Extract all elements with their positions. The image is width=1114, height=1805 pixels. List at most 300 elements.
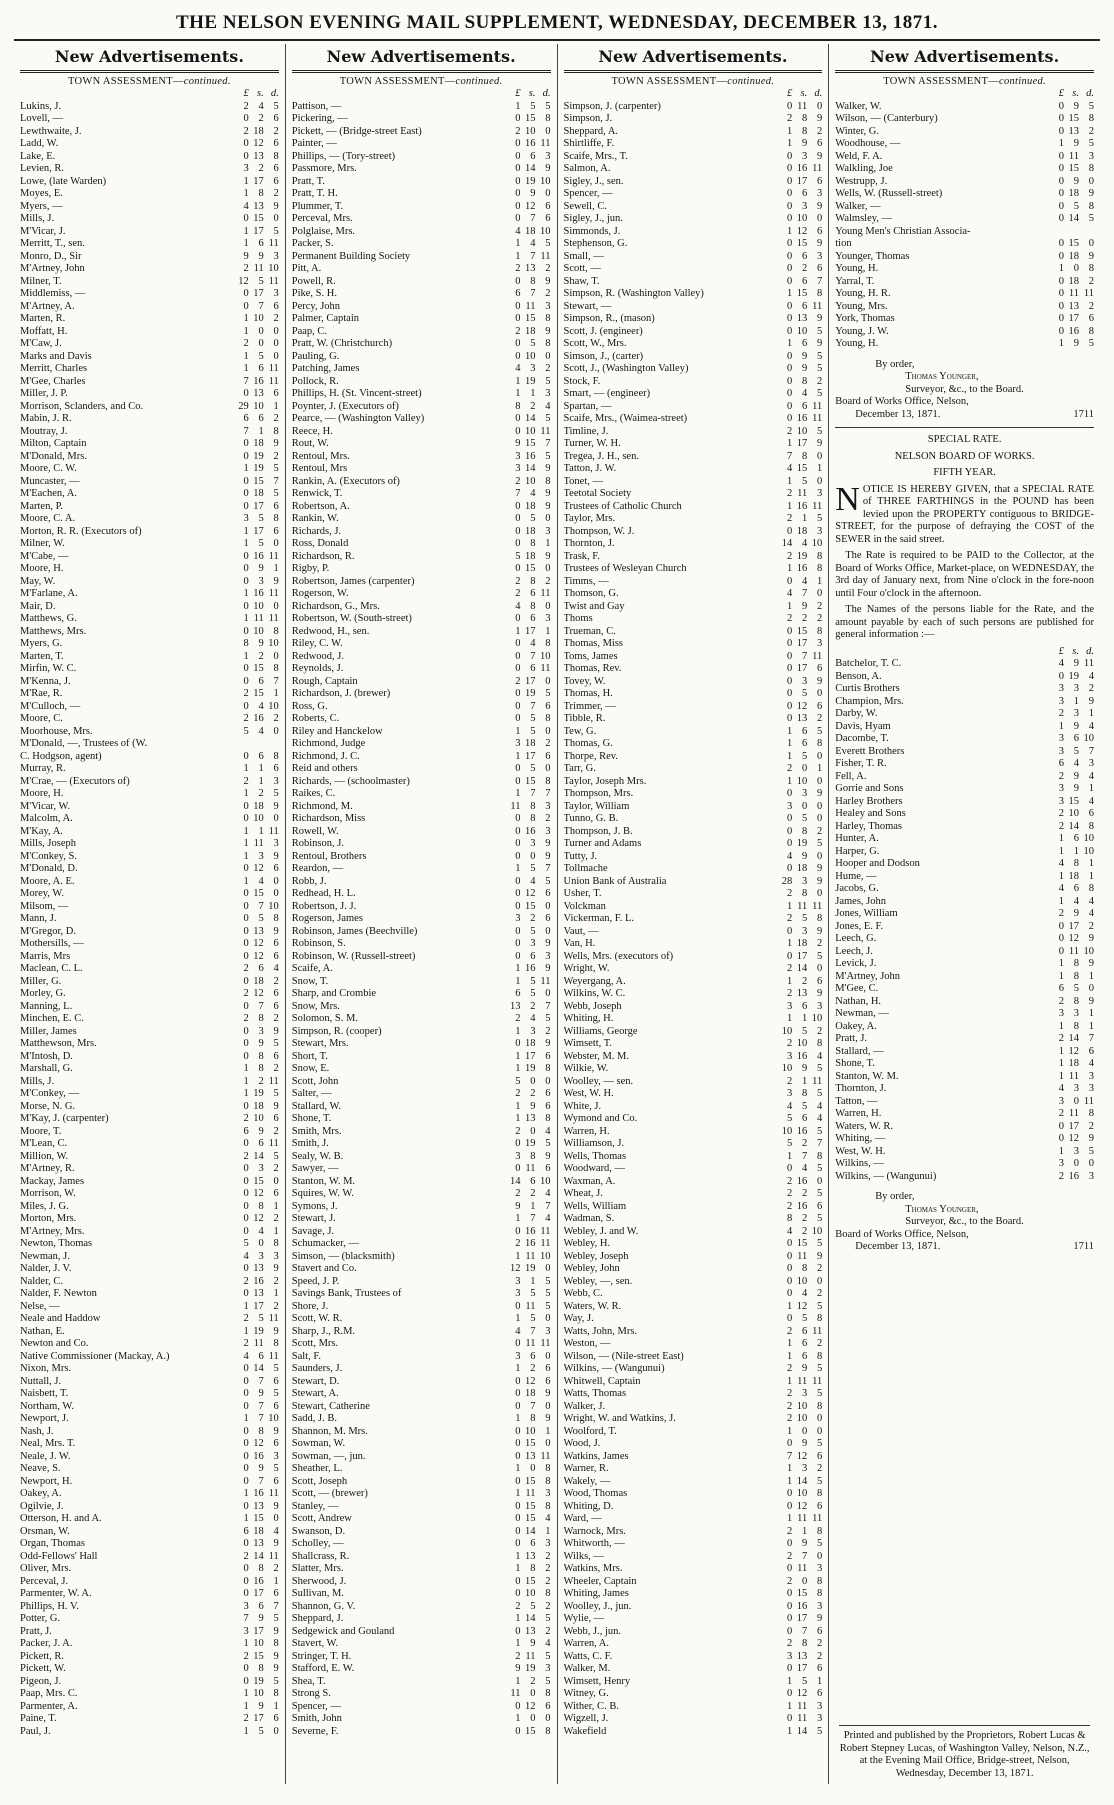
table-row [292,526,551,539]
ratepayer-name: Warren, H. [563,1125,610,1137]
pence-value: 8 [545,1475,551,1487]
table-row [835,313,1094,326]
shillings-value: 3 [530,938,536,949]
pounds-value: 0 [515,1513,521,1524]
shillings-value: 12 [796,700,808,712]
shillings-value: 13 [253,925,264,937]
table-row [835,163,1094,176]
table-row [292,851,551,864]
pence-value: 2 [273,313,279,324]
pence-value: 6 [817,700,823,712]
ratepayer-name: Scott, J., (Washington Valley) [563,363,689,374]
ratepayer-name: M'Conkey, — [20,1088,79,1099]
shillings-value: 14 [253,1150,264,1162]
column-heading: New Advertisements. [20,44,279,73]
shillings-value: 12 [253,988,264,999]
ratepayer-name: Shea, T. [291,1675,326,1687]
table-row [835,896,1094,909]
ratepayer-name: Morrison, Sclanders, and Co. [20,400,144,412]
table-row [292,351,551,364]
shillings-value: 6 [258,675,264,687]
table-row [20,826,279,839]
table-row [20,863,279,876]
table-row [564,851,823,864]
shillings-value: 15 [525,113,536,124]
pounds-value: 0 [515,638,521,649]
shillings-value: 3 [802,200,808,212]
pence-value: 2 [1088,275,1094,287]
shillings-value: 11 [1068,288,1079,299]
shillings-value: 17 [796,663,808,674]
table-row [564,538,823,551]
shillings-value: 13 [796,1650,808,1662]
table-row [20,938,279,951]
table-row [20,351,279,364]
ratepayer-name: Ogilvie, J. [20,1500,64,1512]
table-row [835,263,1094,276]
table-row [564,363,823,376]
pence-value: 0 [273,213,279,224]
table-row [835,138,1094,151]
shillings-value: 2 [258,163,264,174]
shillings-value: 0 [802,763,808,774]
table-row [20,163,279,176]
ratepayer-name: Lowe, (late Warden) [20,175,107,187]
pounds-value: 4 [243,200,249,212]
ratepayer-name: Pickett, — (Bridge-street East) [291,125,422,137]
pence-value: 6 [273,1475,279,1487]
ratepayer-name: Younger, Thomas [835,250,910,262]
shillings-value: 3 [258,1163,264,1174]
shillings-value: 7 [530,1400,536,1412]
pence-value: 0 [545,1400,551,1412]
ratepayer-name: Matthews, Mrs. [20,625,87,637]
pounds-value: 11 [510,1688,521,1699]
pence-value: 4 [817,1100,823,1112]
pounds-value: 1 [243,1075,249,1087]
pence-value: 6 [545,1050,551,1062]
ratepayer-name: Wither, C. B. [563,1700,619,1712]
ratepayer-name: Trueman, C. [563,625,616,637]
pounds-value: 1 [243,175,249,187]
ratepayer-name: Mair, D. [20,600,56,612]
shillings-value: 8 [258,1563,264,1574]
table-row [20,326,279,339]
pounds-value: 2 [243,1713,249,1724]
table-row [835,188,1094,201]
shillings-value: 6 [530,1175,536,1187]
ratepayer-name: Monro, D., Sir [20,250,82,262]
ratepayer-name: Ward, — [563,1513,602,1524]
pence-value: 4 [545,1638,551,1649]
pence-value: 9 [545,838,551,849]
table-row [564,1438,823,1451]
shillings-value: 3 [802,1388,808,1399]
ratepayer-name: Pickering, — [291,113,348,124]
shillings-value: 4 [802,538,808,549]
ratepayer-name: Tarr, G. [563,763,596,774]
ratepayer-name: Marshall, G. [20,1063,73,1074]
table-row [835,238,1094,251]
pence-value: 3 [273,250,279,262]
table-row [20,1238,279,1251]
pounds-value: 0 [787,300,793,312]
ratepayer-name: Turner, W. H. [563,438,621,449]
ratepayer-name: Morey, W. [20,888,64,899]
table-row [292,726,551,739]
pounds-value: 2 [787,988,793,999]
ratepayer-name: Simson, J., (carter) [563,350,644,362]
pounds-value: 0 [243,150,249,162]
ratepayer-name: Simson, — (blacksmith) [291,1250,395,1262]
ratepayer-name: Walker, M. [563,1663,611,1674]
pounds-value: 1 [1058,895,1064,907]
ratepayer-name: Stephenson, G. [563,238,628,249]
pence-value: 11 [540,663,551,674]
table-row [564,451,823,464]
ratepayer-name: Thompson, W. J. [563,525,635,537]
pence-value: 6 [1088,313,1094,324]
shillings-value: 15 [525,1725,536,1737]
pounds-value: 1 [787,563,793,574]
shillings-value: 7 [802,1150,808,1162]
table-row [20,488,279,501]
shillings-value: 10 [796,325,808,337]
pounds-value: 0 [787,413,793,424]
table-row [292,1038,551,1051]
pence-value: 9 [817,200,823,212]
ratepayer-name: Stanton, W. M. [835,1070,899,1082]
pounds-value: 2 [787,888,793,899]
pounds-value: 6 [515,988,521,999]
ratepayer-name: Tregea, J. H., sen. [563,450,639,462]
table-row [20,251,279,264]
shillings-value: 8 [258,1200,264,1212]
table-row [292,301,551,314]
table-row [292,1138,551,1151]
pounds-value: 1 [243,588,249,599]
ratepayer-name: Taylor, Joseph Mrs. [563,775,647,787]
shillings-value: 7 [802,650,808,662]
shillings-value: 15 [796,288,808,299]
ratepayer-name: Darby, W. [835,708,878,719]
ratepayer-name: Lovell, — [20,113,64,124]
pounds-value: 0 [787,363,793,374]
table-row [20,1076,279,1089]
pounds-value: 0 [243,288,249,299]
table-row [835,858,1094,871]
ratepayer-name: May, W. [20,575,56,587]
ratepayer-name: Savage, J. [291,1225,335,1237]
shillings-value: 6 [802,300,808,312]
table-row [292,1313,551,1326]
pounds-value: 1 [1058,1020,1064,1032]
ratepayer-name: West, W. H. [563,1088,614,1099]
ratepayer-name: Webley, H. [563,1238,611,1249]
shillings-value: 16 [796,1200,808,1212]
pence-value: 3 [817,1600,823,1612]
pounds-value: 2 [787,1550,793,1562]
pence-value: 6 [817,225,823,237]
ratepayer-name: Benson, A. [835,670,882,682]
shillings-value: 15 [525,775,536,787]
shillings-value: 11 [797,488,808,499]
ratepayer-name: Nathan, H. [835,995,882,1007]
pence-value: 5 [545,688,551,699]
table-row [292,1538,551,1551]
table-row [20,1126,279,1139]
section-continued: continued. [998,76,1047,87]
pence-value: 8 [545,1063,551,1074]
pence-value: 11 [268,1313,279,1324]
table-row [835,251,1094,264]
pence-value: 6 [273,1113,279,1124]
shillings-value: 13 [525,1550,536,1562]
ratepayer-name: Webley, —, sen. [563,1275,633,1287]
shillings-value: 15 [253,1513,264,1524]
pounds-value: 1 [1058,1145,1064,1157]
table-row [292,1276,551,1289]
pounds-value: 0 [243,450,249,462]
table-row [292,1226,551,1239]
table-row [292,663,551,676]
pounds-value: 1 [515,625,521,637]
pounds-value: 0 [787,1438,793,1449]
shillings-value: 17 [253,1625,264,1637]
shillings-value: 11 [525,1300,536,1312]
shillings-value: 11 [253,613,264,624]
table-row [564,926,823,939]
pence-value: 5 [817,1063,823,1074]
ratepayer-name: Sigley, J., jun. [563,213,623,224]
table-row [292,113,551,126]
pence-value: 11 [540,1225,551,1237]
column-2 [286,44,558,1784]
table-row [835,276,1094,289]
pounds-value: 9 [515,1663,521,1674]
shillings-value: 1 [802,1075,808,1087]
table-row [20,513,279,526]
ratepayer-name: Myers, G. [20,638,63,649]
signer-title: Surveyor, &c., to the Board. [905,383,1024,395]
table-row [564,763,823,776]
shillings-value: 16 [253,550,264,562]
pounds-value: 0 [787,100,793,112]
ratepayer-name: Hunter, A. [835,833,879,844]
table-row [292,1001,551,1014]
shillings-value: 17 [253,500,264,512]
ratepayer-name: M'Artney, R. [20,1163,75,1174]
shillings-value: 17 [796,950,808,962]
pence-value: 11 [812,1075,823,1087]
section-heading: TOWN ASSESSMENT—continued. [611,76,775,87]
pence-value: 5 [817,1388,823,1399]
pounds-value: 0 [243,500,249,512]
pence-value: 3 [1088,758,1094,769]
pounds-value: 3 [515,1350,521,1362]
ratepayer-name: Curtis Brothers [835,683,900,694]
pounds-value: 0 [515,713,521,724]
ratepayer-name: Lewthwaite, J. [20,125,82,137]
pence-value: 8 [545,1588,551,1599]
ratepayer-name: Stewart, — [563,300,612,312]
shillings-value: 11 [1068,945,1079,957]
shillings-value: 15 [525,900,536,912]
pounds-value: 0 [243,1375,249,1387]
pence-value: 10 [540,1175,551,1187]
shillings-value: 8 [802,1638,808,1649]
ratepayer-name: Healey and Sons [835,808,906,819]
table-row [835,126,1094,139]
pounds-value: 1 [787,1700,793,1712]
ratepayer-name: Muncaster, — [20,475,80,487]
shillings-value: 0 [258,1238,264,1249]
pounds-value: 0 [243,300,249,312]
pounds-value: 0 [515,1475,521,1487]
shillings-value: 16 [1068,325,1079,337]
table-row [20,888,279,901]
shillings-value: 3 [1073,1083,1079,1094]
spacer [835,1183,1094,1191]
table-row [564,526,823,539]
table-row [564,288,823,301]
ratepayer-name: Robb, J. [291,875,327,887]
table-row [292,376,551,389]
table-row [564,1301,823,1314]
pounds-value: 1 [1058,720,1064,732]
pence-value: 6 [273,1000,279,1012]
pounds-value: 0 [243,888,249,899]
pounds-value: 5 [243,1238,249,1249]
pounds-value: 0 [243,913,249,924]
pence-value: 1 [817,575,823,587]
ratepayer-name: Fell, A. [835,770,867,782]
shillings-value: 8 [802,1263,808,1274]
pence-value: 10 [811,1013,823,1024]
shillings-value: 16 [525,138,536,149]
pounds-value: 1 [515,1113,521,1124]
shillings-value: 12 [525,888,536,899]
ratepayer-name: Neal, Mrs. T. [20,1438,76,1449]
pence-value: 9 [1088,695,1094,707]
shillings-value: 13 [796,988,808,999]
shillings-value: 17 [253,1713,264,1724]
pounds-value: 2 [1058,808,1064,819]
pounds-value: 0 [515,1575,521,1587]
pounds-value: 3 [1058,795,1064,807]
shillings-value: 4 [258,1225,264,1237]
shillings-value: 19 [1068,670,1079,682]
table-row [564,276,823,289]
shillings-value: 3 [802,875,808,887]
shillings-value: 2 [802,1188,808,1199]
pence-value: 0 [273,813,279,824]
table-row [564,1638,823,1651]
shillings-value: 17 [253,225,264,237]
pence-value: 0 [545,1313,551,1324]
shillings-value: 15 [525,1475,536,1487]
shillings-value: 4 [802,1288,808,1299]
ratepayer-name: Murray, R. [20,763,66,774]
table-row [20,1188,279,1201]
ratepayer-name: Moorhouse, Mrs. [20,725,93,737]
pounds-value: 4 [787,1225,793,1237]
table-row [564,963,823,976]
shillings-value: 18 [525,525,536,537]
ratepayer-name: Pigeon, J. [20,1675,62,1687]
pence-value: 0 [273,1725,279,1737]
pounds-value: 0 [243,1388,249,1399]
shillings-value: 18 [525,225,536,237]
ratepayer-name: Thomas, H. [563,688,613,699]
ratepayer-name: Sigley, J., sen. [563,175,624,187]
pence-value: 5 [545,1300,551,1312]
table-row [292,651,551,664]
ratepayer-name: Weld, F. A. [835,150,883,162]
ratepayer-name: Pike, S. H. [291,288,337,299]
shillings-value: 18 [525,550,536,562]
table-row [292,1026,551,1039]
pence-value: 9 [817,988,823,999]
ratepayer-name: Poynter, J. (Executors of) [291,400,399,412]
ratepayer-name: Plummer, T. [291,200,344,212]
shillings-value: 2 [802,1138,808,1149]
pence-value: 3 [1088,1170,1094,1182]
pence-value: 10 [811,1225,823,1237]
table-row [292,463,551,476]
pounds-value: 0 [515,950,521,962]
pounds-value: 0 [787,1538,793,1549]
shillings-value: 1 [258,775,264,787]
shillings-value: 5 [530,763,536,774]
table-row [564,1051,823,1064]
ratepayer-name: Scott, W., Mrs. [563,338,627,349]
table-row [292,476,551,489]
ratepayer-name: Moore, T. [20,1125,62,1137]
pounds-value: 1 [515,375,521,387]
pence-value: 11 [812,1375,823,1387]
table-row [564,726,823,739]
pence-value: 2 [273,975,279,987]
table-row [292,1638,551,1651]
pounds-value: 1 [515,863,521,874]
pence-value: 6 [817,1200,823,1212]
table-row [835,1121,1094,1134]
table-row [835,833,1094,846]
year-heading: FIFTH YEAR. [933,467,996,478]
ratepayer-name: Tew, G. [563,725,597,737]
pounds-value: 0 [243,1288,249,1299]
shillings-value: 6 [802,725,808,737]
table-row [292,1188,551,1201]
pence-value: 8 [545,1113,551,1124]
shillings-value: 6 [802,1350,808,1362]
ratepayer-name: Moore, H. [20,563,64,574]
ratepayer-name: Harper, G. [835,845,880,857]
ratepayer-name: Rout, W. [291,438,329,449]
table-row [20,738,279,751]
shillings-value: 19 [525,1663,536,1674]
ratepayer-name: M'Donald, Mrs. [20,450,87,462]
ratepayer-name: Rigby, P. [291,563,330,574]
pounds-value: 0 [515,1700,521,1712]
pounds-value: 0 [1058,163,1064,174]
ratepayer-name: Sheppard, J. [291,1613,344,1624]
ratepayer-name: Mirfin, W. C. [20,663,77,674]
table-row [292,1288,551,1301]
table-row [835,846,1094,859]
shillings-value: 6 [258,1350,264,1362]
